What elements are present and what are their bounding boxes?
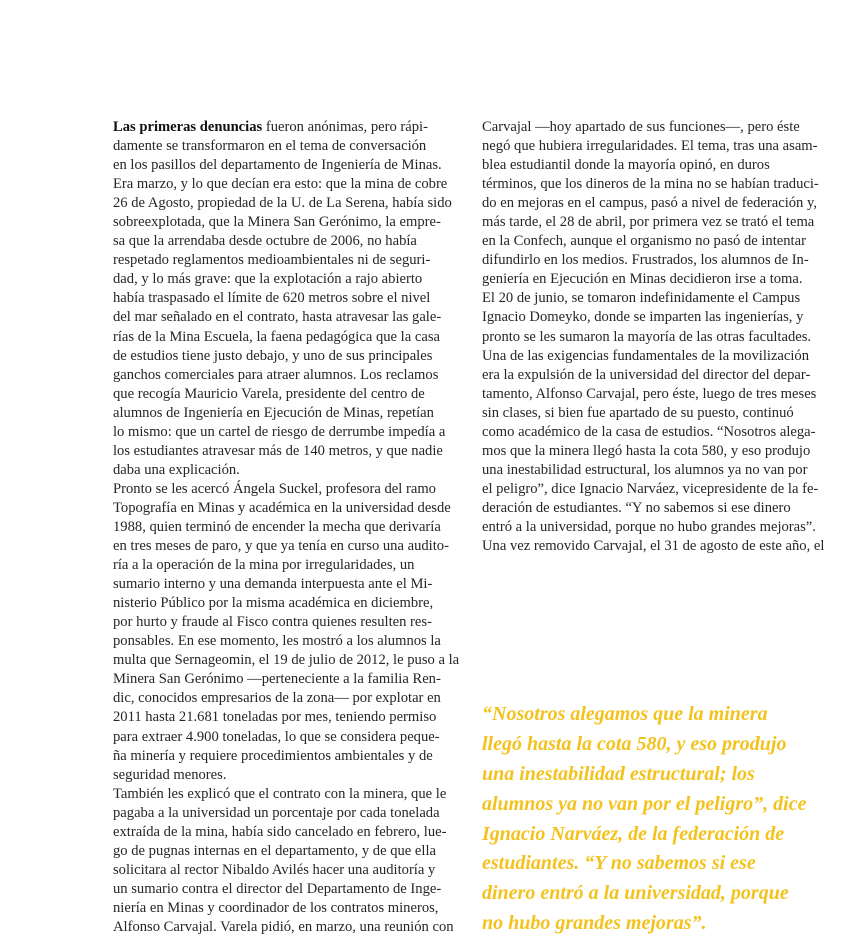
body-text-line: dic, conocidos empresarios de la zona— por explotar en	[113, 690, 441, 707]
article-column-left	[113, 118, 473, 937]
pull-quote	[482, 700, 842, 939]
lead-in-bold: Las primeras denuncias	[113, 119, 263, 135]
body-text-line: seguridad menores.	[113, 766, 227, 783]
body-text-line: era la expulsión de la universidad del director del depar-	[482, 366, 811, 383]
body-text-line: términos, que los dineros de la mina no se habían traduci-	[482, 176, 819, 193]
body-text-line: sumario interno y una demanda interpuesta ante el Mi-	[113, 576, 433, 593]
body-text-line: Pronto se les acercó Ángela Suckel, profesora del ramo	[113, 480, 436, 497]
body-text-line: sin clases, si bien fue apartado de su puesto, continuó	[482, 404, 794, 421]
body-text-line: sobreexplotada, que la Minera San Gerónimo, la empre-	[113, 214, 441, 231]
body-text-line: por hurto y fraude al Fisco contra quienes resulten res-	[113, 614, 432, 631]
body-text-line: pagaba a la universidad un porcentaje por cada tonelada	[113, 804, 440, 821]
body-text-line: dad, y lo más grave: que la explotación a rajo abierto	[113, 271, 423, 288]
body-text-line: más tarde, el 28 de abril, por primera vez se trató el tema	[482, 214, 815, 231]
pull-quote-line: estudiantes. “Y no sabemos si ese	[482, 852, 756, 875]
body-text-line: pronto se les sumaron la mayoría de las otras facultades.	[482, 328, 812, 345]
body-text-line: Una vez removido Carvajal, el 31 de agosto de este año, el	[482, 538, 825, 555]
body-text-line: en tres meses de paro, y que ya tenía en curso una audito-	[113, 538, 449, 555]
body-text-line: 1988, quien terminó de encender la mecha que derivaría	[113, 518, 441, 535]
body-text-line: extraída de la mina, había sido cancelado en febrero, lue-	[113, 823, 447, 840]
body-text-line: en la Confech, aunque el organismo no pasó de intentar	[482, 233, 806, 250]
body-text-line: deración de estudiantes. “Y no sabemos si ese dinero	[482, 499, 791, 516]
body-text-line: difundirlo en los medios. Frustrados, los alumnos de In-	[482, 252, 809, 269]
body-text-line: el peligro”, dice Ignacio Narváez, vicepresidente de la fe-	[482, 480, 819, 497]
body-text-line: había traspasado el límite de 620 metros sobre el nivel	[113, 290, 431, 307]
body-text-line: Una de las exigencias fundamentales de la movilización	[482, 347, 810, 364]
body-text-line: entró a la universidad, porque no hubo grandes mejoras”.	[482, 518, 816, 535]
body-text-line: daba una explicación.	[113, 461, 240, 478]
body-text-line: Era marzo, y lo que decían era esto: que la mina de cobre	[113, 176, 448, 193]
body-text-line: del mar señalado en el contrato, hasta atravesar las gale-	[113, 309, 442, 326]
body-text-line: de estudios tiene justo debajo, y uno de sus principales	[113, 347, 433, 364]
body-text-line: multa que Sernageomin, el 19 de julio de 2012, le puso a la	[113, 652, 460, 669]
body-text-line: un sumario contra el director del Departamento de Inge-	[113, 880, 442, 897]
body-text-line: blea estudiantil donde la mayoría opinó, en duros	[482, 157, 770, 174]
pull-quote-line: no hubo grandes mejoras”.	[482, 912, 707, 935]
body-text-line: mos que la minera llegó hasta la cota 580, y eso produjo	[482, 442, 811, 459]
body-text-line: ría a la operación de la mina por irregularidades, un	[113, 557, 415, 574]
body-text-line: rías de la Mina Escuela, la faena pedagógica que la casa	[113, 328, 440, 345]
body-text-line: damente se transformaron en el tema de conversación	[113, 138, 427, 155]
body-text-line: Ignacio Domeyko, donde se imparten las ingenierías, y	[482, 309, 804, 326]
body-text-line: do en mejoras en el campus, pasó a nivel de federación y,	[482, 195, 817, 212]
body-text-line: para extraer 4.900 toneladas, lo que se considera peque-	[113, 728, 440, 745]
article-column-right	[482, 118, 842, 556]
body-text-line: ganchos comerciales para atraer alumnos. Los reclamos	[113, 366, 439, 383]
line-text: fueron anónimas, pero rápi-	[262, 119, 428, 135]
body-text-line: los estudiantes atravesar más de 140 metros, y que nadie	[113, 442, 443, 459]
body-text-line: que recogía Mauricio Varela, presidente del centro de	[113, 385, 425, 402]
body-text-line: lo mismo: que un cartel de riesgo de derrumbe impedía a	[113, 423, 446, 440]
body-text-line: como académico de la casa de estudios. “Nosotros alega-	[482, 423, 816, 440]
body-text-line: Alfonso Carvajal. Varela pidió, en marzo, una reunión con	[113, 918, 454, 935]
body-text-line: tamento, Alfonso Carvajal, pero éste, luego de tres meses	[482, 385, 817, 402]
body-text-line: negó que hubiera irregularidades. El tema, tras una asam-	[482, 138, 818, 155]
body-text-line: ña minería y requiere procedimientos ambientales y de	[113, 747, 433, 764]
body-text-line: geniería en Ejecución en Minas decidieron irse a toma.	[482, 271, 803, 288]
pull-quote-line: alumnos ya no van por el peligro”, dice	[482, 792, 807, 815]
body-text-line: El 20 de junio, se tomaron indefinidamente el Campus	[482, 290, 801, 307]
body-text-line: en los pasillos del departamento de Ingeniería de Minas.	[113, 157, 442, 174]
body-text-line: sa que la arrendaba desde octubre de 2006, no había	[113, 233, 417, 250]
body-text-line: solicitara al rector Nibaldo Avilés hacer una auditoría y	[113, 861, 436, 878]
body-text-line: respetado reglamentos medioambientales ni de seguri-	[113, 252, 431, 269]
pull-quote-line: “Nosotros alegamos que la minera	[482, 703, 768, 725]
body-text-line: alumnos de Ingeniería en Ejecución de Minas, repetían	[113, 404, 434, 421]
body-text-line: También les explicó que el contrato con la minera, que le	[113, 785, 447, 802]
body-text-line: ponsables. En ese momento, les mostró a los alumnos la	[113, 633, 441, 650]
pull-quote-line: Ignacio Narváez, de la federación de	[482, 822, 785, 845]
body-text-line	[113, 118, 473, 137]
body-text-line: 26 de Agosto, propiedad de la U. de La Serena, había sido	[113, 195, 452, 212]
body-text-line: Carvajal —hoy apartado de sus funciones—, pero éste	[482, 119, 800, 135]
body-text-line: nisterio Público por la misma académica en diciembre,	[113, 595, 434, 612]
body-text-line: go de pugnas internas en el departamento, y de que ella	[113, 842, 436, 859]
pull-quote-line: una inestabilidad estructural; los	[482, 762, 755, 785]
body-text-line: Topografía en Minas y académica en la universidad desde	[113, 499, 451, 516]
pull-quote-line: llegó hasta la cota 580, y eso produjo	[482, 732, 787, 755]
body-text-line: niería en Minas y coordinador de los contratos mineros,	[113, 899, 439, 916]
body-text-line: 2011 hasta 21.681 toneladas por mes, teniendo permiso	[113, 709, 437, 726]
pull-quote-line: dinero entró a la universidad, porque	[482, 882, 789, 905]
body-text-line: Minera San Gerónimo —perteneciente a la familia Ren-	[113, 671, 441, 688]
body-text-line: una inestabilidad estructural, los alumnos ya no van por	[482, 461, 808, 478]
